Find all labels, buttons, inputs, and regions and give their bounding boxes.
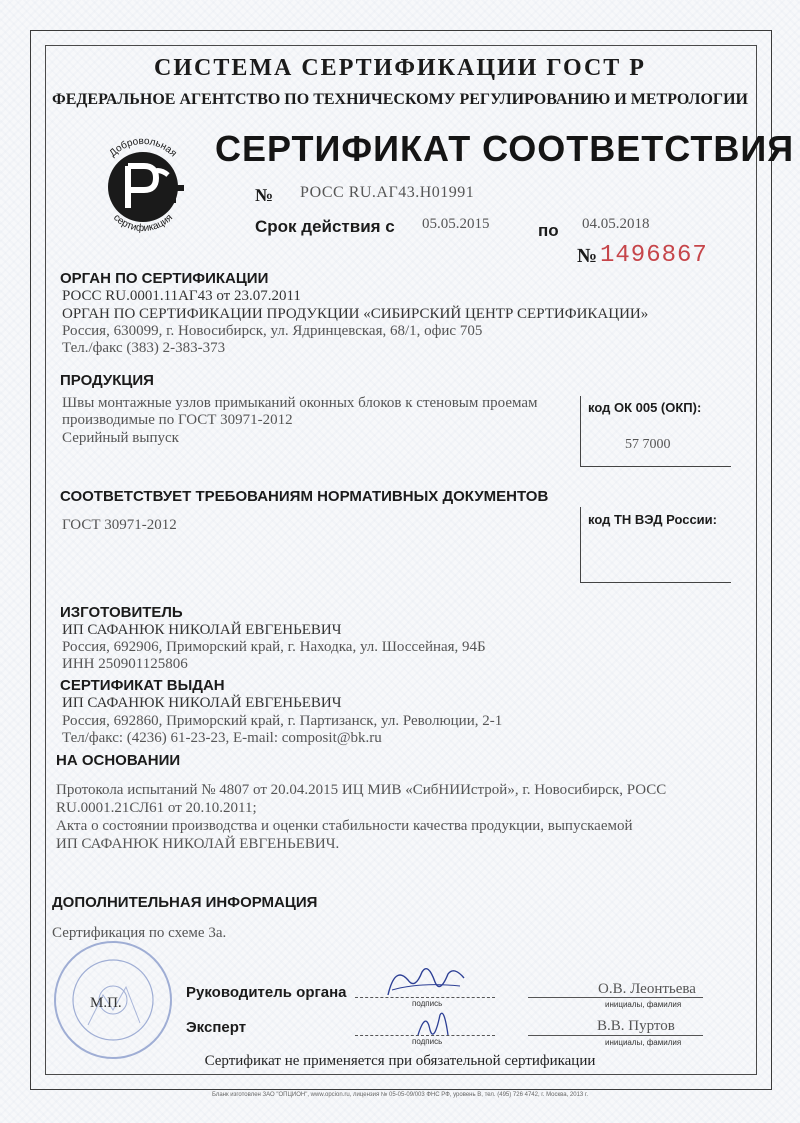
valid-from: 05.05.2015 (422, 216, 490, 232)
tnved-label: код ТН ВЭД России: (588, 512, 717, 527)
head-label: Руководитель органа (186, 984, 347, 1001)
print-note: Бланк изготовлен ЗАО "ОПЦИОН", www.opcion.ru, лицензия № 05-05-09/003 ФНС РФ, уровень B, тел. (495) 726 4742, г. Москва, 2013 г. (211, 1092, 589, 1098)
certificate-number: РОСС RU.АГ43.Н01991 (300, 184, 475, 201)
head-name-line (528, 997, 703, 998)
validity-label: Срок действия с (255, 217, 395, 236)
product-line: Швы монтажные узлов примыканий оконных блоков к стеновым проемам (62, 395, 538, 411)
normative-document: ГОСТ 30971-2012 (62, 517, 177, 533)
voluntary-notice: Сертификат не применяется при обязательной сертификации (204, 1053, 596, 1069)
okp-label: код ОК 005 (ОКП): (588, 400, 702, 415)
product-line: Серийный выпуск (62, 430, 179, 446)
manufacturer-heading: ИЗГОТОВИТЕЛЬ (60, 604, 183, 621)
organ-heading: ОРГАН ПО СЕРТИФИКАЦИИ (60, 270, 269, 287)
certificate-title: СЕРТИФИКАТ СООТВЕТСТВИЯ (215, 128, 795, 169)
expert-name: В.В. Пуртов (597, 1018, 675, 1034)
product-line: производимые по ГОСТ 30971-2012 (62, 412, 293, 428)
issued-to-line: Тел/факс: (4236) 61-23-23, E-mail: composit@bk.ru (62, 730, 382, 746)
organ-line: Россия, 630099, г. Новосибирск, ул. Ядринцевская, 68/1, офис 705 (62, 323, 483, 339)
basis-line: RU.0001.21СЛ61 от 20.10.2011; (56, 800, 257, 816)
organ-line: Тел./факс (383) 2-383-373 (62, 340, 226, 356)
additional-heading: ДОПОЛНИТЕЛЬНАЯ ИНФОРМАЦИЯ (52, 894, 318, 911)
expert-name-caption: инициалы, фамилия (605, 1038, 682, 1047)
head-signature (380, 960, 470, 1005)
to-label: по (538, 221, 559, 240)
issued-to-heading: СЕРТИФИКАТ ВЫДАН (60, 677, 225, 694)
valid-to: 04.05.2018 (582, 216, 650, 232)
head-name-caption: инициалы, фамилия (605, 1000, 682, 1009)
agency-heading: ФЕДЕРАЛЬНОЕ АГЕНТСТВО ПО ТЕХНИЧЕСКОМУ РЕГУЛИРОВАНИЮ И МЕТРОЛОГИИ (52, 91, 748, 108)
okp-value: 57 7000 (625, 437, 671, 452)
basis-line: ИП САФАНЮК НИКОЛАЙ ЕВГЕНЬЕВИЧ. (56, 836, 340, 852)
blank-number-label: № (577, 245, 598, 267)
head-name: О.В. Леонтьева (598, 981, 696, 997)
manufacturer-line: ИП САФАНЮК НИКОЛАЙ ЕВГЕНЬЕВИЧ (62, 622, 342, 638)
product-heading: ПРОДУКЦИЯ (60, 372, 154, 389)
rst-logo (88, 130, 198, 240)
logo-top-text: Добровольная (107, 135, 179, 160)
conformity-heading: СООТВЕТСТВУЕТ ТРЕБОВАНИЯМ НОРМАТИВНЫХ ДОКУМЕНТОВ (60, 488, 549, 505)
basis-line: Акта о состоянии производства и оценки стабильности качества продукции, выпускаемой (56, 818, 633, 834)
organ-line: РОСС RU.0001.11АГ43 от 23.07.2011 (62, 288, 301, 304)
basis-heading: НА ОСНОВАНИИ (56, 752, 181, 769)
expert-name-line (528, 1035, 703, 1036)
organ-line: ОРГАН ПО СЕРТИФИКАЦИИ ПРОДУКЦИИ «СИБИРСКИЙ ЦЕНТР СЕРТИФИКАЦИИ» (62, 306, 649, 322)
mp-mark: М.П. (90, 995, 122, 1011)
manufacturer-line: Россия, 692906, Приморский край, г. Находка, ул. Шоссейная, 94Б (62, 639, 486, 655)
issued-to-line: ИП САФАНЮК НИКОЛАЙ ЕВГЕНЬЕВИЧ (62, 695, 342, 711)
issued-to-line: Россия, 692860, Приморский край, г. Партизанск, ул. Революции, 2-1 (62, 713, 503, 729)
logo-bottom-text: сертификация (111, 212, 175, 235)
number-label: № (255, 185, 274, 205)
manufacturer-line: ИНН 250901125806 (62, 656, 188, 672)
head-sign-caption: подпись (412, 999, 443, 1008)
expert-signature (408, 1005, 458, 1045)
expert-sign-caption: подпись (412, 1037, 443, 1046)
additional-text: Сертификация по схеме 3а. (52, 925, 227, 941)
basis-line: Протокола испытаний № 4807 от 20.04.2015 ИЦ МИВ «СибНИИстрой», г. Новосибирск, РОСС (56, 782, 667, 798)
system-heading: СИСТЕМА СЕРТИФИКАЦИИ ГОСТ Р (154, 55, 646, 81)
expert-label: Эксперт (186, 1019, 247, 1036)
blank-number: 1496867 (600, 242, 708, 269)
